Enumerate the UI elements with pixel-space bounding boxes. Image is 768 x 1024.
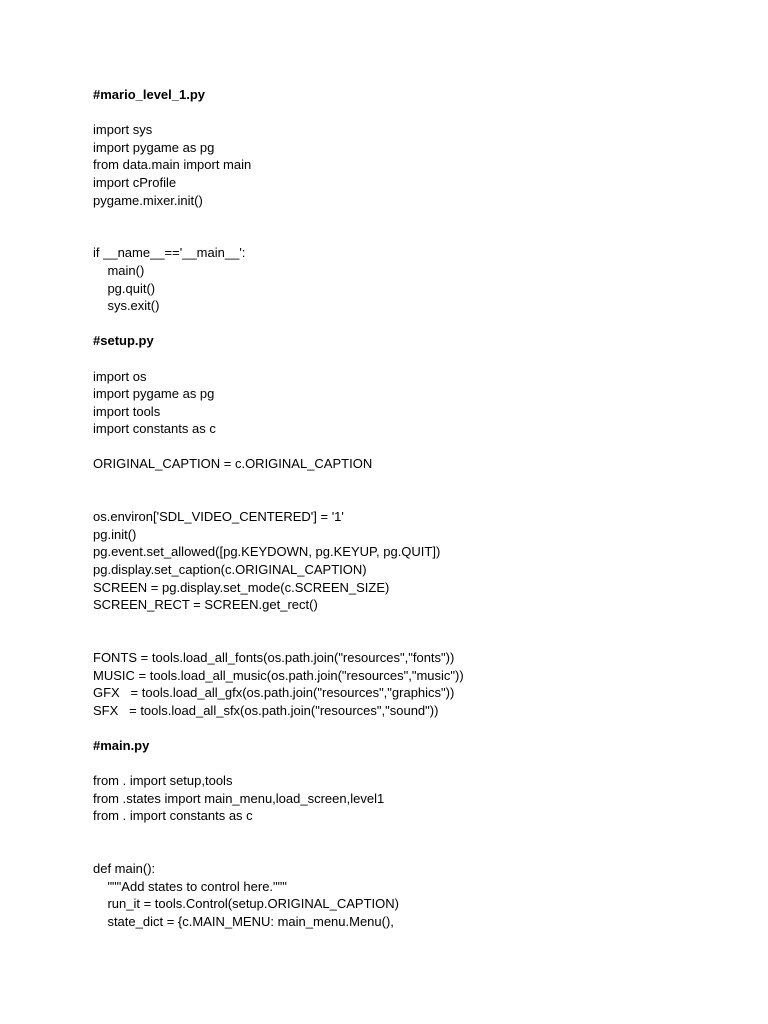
blank-line (93, 438, 733, 456)
code-line: """Add states to control here.""" (93, 878, 287, 894)
code-line: GFX = tools.load_all_gfx(os.path.join("resources","graphics")) (93, 685, 455, 701)
section-heading: #setup.py (93, 333, 154, 349)
code-line: SCREEN = pg.display.set_mode(c.SCREEN_SIZE) (93, 579, 390, 595)
code-line: if __name__=='__main__': (93, 245, 246, 261)
blank-line (93, 350, 733, 368)
document-body (93, 86, 733, 931)
blank-line (93, 719, 733, 737)
code-line: pg.event.set_allowed([pg.KEYDOWN, pg.KEYUP, pg.QUIT]) (93, 544, 441, 560)
blank-line (93, 473, 733, 491)
blank-line (93, 825, 733, 843)
code-line: import sys (93, 122, 153, 138)
code-line: SFX = tools.load_all_sfx(os.path.join("resources","sound")) (93, 702, 439, 718)
blank-line (93, 227, 733, 245)
code-line: os.environ['SDL_VIDEO_CENTERED'] = '1' (93, 509, 344, 525)
code-line: import os (93, 368, 147, 384)
blank-line (93, 209, 733, 227)
code-line: main() (93, 262, 145, 278)
code-line: from . import constants as c (93, 808, 253, 824)
code-line: pg.init() (93, 526, 137, 542)
section-heading: #main.py (93, 737, 150, 753)
code-line: MUSIC = tools.load_all_music(os.path.join("resources","music")) (93, 667, 464, 683)
code-line: state_dict = {c.MAIN_MENU: main_menu.Menu(), (93, 913, 394, 929)
blank-line (93, 631, 733, 649)
code-line: import pygame as pg (93, 386, 215, 402)
code-line: sys.exit() (93, 298, 160, 314)
code-line: pg.display.set_caption(c.ORIGINAL_CAPTION) (93, 562, 367, 578)
section-heading: #mario_level_1.py (93, 87, 206, 102)
code-line: FONTS = tools.load_all_fonts(os.path.join("resources","fonts")) (93, 650, 455, 665)
code-line: run_it = tools.Control(setup.ORIGINAL_CAPTION) (93, 896, 399, 912)
code-line: import tools (93, 403, 161, 419)
blank-line (93, 755, 733, 773)
code-line: ORIGINAL_CAPTION = c.ORIGINAL_CAPTION (93, 456, 373, 472)
code-line: import cProfile (93, 174, 177, 190)
blank-line (93, 614, 733, 632)
code-line: import constants as c (93, 421, 216, 437)
code-line: from . import setup,tools (93, 773, 233, 789)
blank-line (93, 491, 733, 509)
code-line: from .states import main_menu,load_screen,level1 (93, 790, 385, 806)
code-line: pg.quit() (93, 280, 156, 296)
code-line: def main(): (93, 861, 156, 877)
blank-line (93, 315, 733, 333)
code-line: from data.main import main (93, 157, 252, 173)
blank-line (93, 843, 733, 861)
blank-line (93, 104, 733, 122)
code-line: import pygame as pg (93, 139, 215, 155)
code-line: SCREEN_RECT = SCREEN.get_rect() (93, 597, 318, 613)
code-line: pygame.mixer.init() (93, 192, 203, 208)
